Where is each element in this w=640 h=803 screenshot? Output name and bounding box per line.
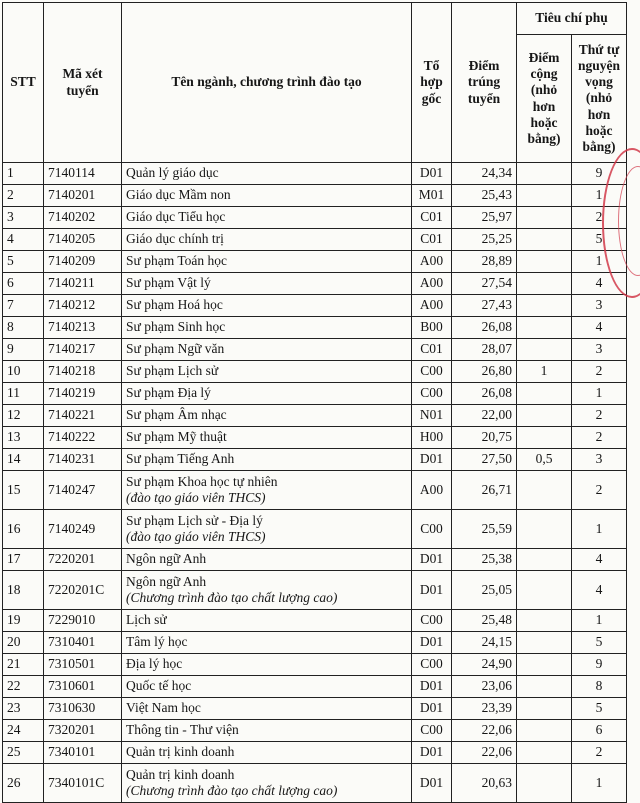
program-name: Thông tin - Thư viện <box>126 722 239 738</box>
ten-nganh-cell <box>122 610 412 632</box>
ma-xet-tuyen-cell: 7140221 <box>44 405 122 427</box>
stt-cell: 12 <box>3 405 44 427</box>
header-diem-trung-tuyen: Điểm trúng tuyển <box>452 3 517 163</box>
thu-tu-nguyen-vong-cell: 2 <box>572 471 627 510</box>
diem-trung-tuyen-cell: 23,39 <box>452 698 517 720</box>
program-name: Sư phạm Lịch sử - Địa lý <box>126 512 263 528</box>
program-name: Quản trị kinh doanh <box>126 744 235 760</box>
thu-tu-nguyen-vong-cell: 8 <box>572 676 627 698</box>
to-hop-cell: D01 <box>412 742 452 764</box>
ten-nganh-cell <box>122 295 412 317</box>
diem-trung-tuyen-cell: 27,50 <box>452 449 517 471</box>
ten-nganh-cell <box>122 676 412 698</box>
table-row <box>3 273 627 295</box>
thu-tu-nguyen-vong-cell: 3 <box>572 339 627 361</box>
thu-tu-nguyen-vong-cell: 2 <box>572 207 627 229</box>
diem-trung-tuyen-cell: 26,08 <box>452 317 517 339</box>
program-name: Quản lý giáo dục <box>126 165 219 181</box>
thu-tu-nguyen-vong-cell: 4 <box>572 317 627 339</box>
table-row <box>3 632 627 654</box>
table-row <box>3 339 627 361</box>
to-hop-cell: A00 <box>412 295 452 317</box>
diem-trung-tuyen-cell: 25,38 <box>452 549 517 571</box>
table-row <box>3 185 627 207</box>
table-row <box>3 361 627 383</box>
program-name: Tâm lý học <box>126 634 188 650</box>
to-hop-cell: D01 <box>412 163 452 185</box>
ma-xet-tuyen-cell: 7140222 <box>44 427 122 449</box>
thu-tu-nguyen-vong-cell: 2 <box>572 405 627 427</box>
ma-xet-tuyen-cell: 7220201 <box>44 549 122 571</box>
diem-trung-tuyen-cell: 28,07 <box>452 339 517 361</box>
stt-cell: 21 <box>3 654 44 676</box>
thu-tu-nguyen-vong-cell: 4 <box>572 273 627 295</box>
ten-nganh-cell <box>122 471 412 510</box>
to-hop-cell: D01 <box>412 549 452 571</box>
thu-tu-nguyen-vong-cell: 3 <box>572 449 627 471</box>
ten-nganh-cell <box>122 207 412 229</box>
program-name: Ngôn ngữ Anh <box>126 551 207 567</box>
diem-trung-tuyen-cell: 22,06 <box>452 742 517 764</box>
to-hop-cell: A00 <box>412 251 452 273</box>
to-hop-cell: D01 <box>412 698 452 720</box>
stt-cell: 24 <box>3 720 44 742</box>
diem-cong-cell <box>517 676 572 698</box>
program-name: Lịch sử <box>126 612 167 628</box>
ten-nganh-cell <box>122 654 412 676</box>
diem-cong-cell <box>517 273 572 295</box>
diem-cong-cell: 1 <box>517 361 572 383</box>
ma-xet-tuyen-cell: 7140201 <box>44 185 122 207</box>
stt-cell: 17 <box>3 549 44 571</box>
to-hop-cell: D01 <box>412 764 452 803</box>
table-row <box>3 742 627 764</box>
ten-nganh-cell <box>122 449 412 471</box>
ma-xet-tuyen-cell: 7140205 <box>44 229 122 251</box>
to-hop-cell: C00 <box>412 361 452 383</box>
ma-xet-tuyen-cell: 7340101 <box>44 742 122 764</box>
diem-cong-cell <box>517 764 572 803</box>
diem-trung-tuyen-cell: 25,43 <box>452 185 517 207</box>
ten-nganh-cell <box>122 571 412 610</box>
ma-xet-tuyen-cell: 7140114 <box>44 163 122 185</box>
diem-cong-cell <box>517 654 572 676</box>
ma-xet-tuyen-cell: 7140217 <box>44 339 122 361</box>
admission-score-table <box>2 2 627 803</box>
diem-cong-cell: 0,5 <box>517 449 572 471</box>
stt-cell: 26 <box>3 764 44 803</box>
diem-cong-cell <box>517 339 572 361</box>
thu-tu-nguyen-vong-cell: 1 <box>572 185 627 207</box>
ten-nganh-cell <box>122 229 412 251</box>
diem-cong-cell <box>517 207 572 229</box>
stt-cell: 19 <box>3 610 44 632</box>
ma-xet-tuyen-cell: 7310501 <box>44 654 122 676</box>
table-row <box>3 317 627 339</box>
to-hop-cell: C01 <box>412 339 452 361</box>
ma-xet-tuyen-cell: 7140213 <box>44 317 122 339</box>
ten-nganh-cell <box>122 339 412 361</box>
to-hop-cell: C00 <box>412 610 452 632</box>
program-name: Giáo dục Tiểu học <box>126 209 226 225</box>
diem-cong-cell <box>517 383 572 405</box>
thu-tu-nguyen-vong-cell: 2 <box>572 361 627 383</box>
program-name: Sư phạm Địa lý <box>126 385 211 401</box>
to-hop-cell: C01 <box>412 207 452 229</box>
thu-tu-nguyen-vong-cell: 1 <box>572 610 627 632</box>
thu-tu-nguyen-vong-cell: 5 <box>572 632 627 654</box>
ma-xet-tuyen-cell: 7140218 <box>44 361 122 383</box>
to-hop-cell: N01 <box>412 405 452 427</box>
table-body <box>3 163 627 803</box>
to-hop-cell: C00 <box>412 720 452 742</box>
ten-nganh-cell <box>122 720 412 742</box>
program-name: Sư phạm Vật lý <box>126 275 211 291</box>
thu-tu-nguyen-vong-cell: 9 <box>572 163 627 185</box>
table-row <box>3 471 627 510</box>
diem-cong-cell <box>517 405 572 427</box>
table-row <box>3 383 627 405</box>
diem-trung-tuyen-cell: 26,71 <box>452 471 517 510</box>
diem-trung-tuyen-cell: 24,34 <box>452 163 517 185</box>
stt-cell: 10 <box>3 361 44 383</box>
program-name: Giáo dục chính trị <box>126 231 224 247</box>
thu-tu-nguyen-vong-cell: 6 <box>572 720 627 742</box>
to-hop-cell: B00 <box>412 317 452 339</box>
diem-cong-cell <box>517 742 572 764</box>
to-hop-cell: D01 <box>412 676 452 698</box>
ma-xet-tuyen-cell: 7310601 <box>44 676 122 698</box>
diem-trung-tuyen-cell: 20,63 <box>452 764 517 803</box>
table-row <box>3 295 627 317</box>
program-name: Ngôn ngữ Anh <box>126 573 207 589</box>
to-hop-cell: H00 <box>412 427 452 449</box>
program-name: Việt Nam học <box>126 700 201 716</box>
table-row <box>3 207 627 229</box>
diem-trung-tuyen-cell: 25,25 <box>452 229 517 251</box>
program-name: Địa lý học <box>126 656 183 672</box>
ten-nganh-cell <box>122 549 412 571</box>
to-hop-cell: A00 <box>412 273 452 295</box>
thu-tu-nguyen-vong-cell: 5 <box>572 698 627 720</box>
diem-trung-tuyen-cell: 25,97 <box>452 207 517 229</box>
stt-cell: 13 <box>3 427 44 449</box>
diem-trung-tuyen-cell: 24,15 <box>452 632 517 654</box>
to-hop-cell: A00 <box>412 471 452 510</box>
thu-tu-nguyen-vong-cell: 1 <box>572 251 627 273</box>
table-row <box>3 698 627 720</box>
diem-trung-tuyen-cell: 27,43 <box>452 295 517 317</box>
diem-trung-tuyen-cell: 23,06 <box>452 676 517 698</box>
program-note: (đào tạo giáo viên THCS) <box>126 490 266 505</box>
thu-tu-nguyen-vong-cell: 2 <box>572 427 627 449</box>
diem-trung-tuyen-cell: 27,54 <box>452 273 517 295</box>
ten-nganh-cell <box>122 510 412 549</box>
diem-trung-tuyen-cell: 26,08 <box>452 383 517 405</box>
to-hop-cell: D01 <box>412 632 452 654</box>
diem-cong-cell <box>517 510 572 549</box>
diem-trung-tuyen-cell: 26,80 <box>452 361 517 383</box>
stt-cell: 20 <box>3 632 44 654</box>
header-thu-tu-nguyen-vong: Thứ tự nguyện vọng (nhỏ hơn hoặc bằng) <box>572 35 627 163</box>
diem-trung-tuyen-cell: 20,75 <box>452 427 517 449</box>
program-name: Quản trị kinh doanh <box>126 766 235 782</box>
thu-tu-nguyen-vong-cell: 9 <box>572 654 627 676</box>
diem-trung-tuyen-cell: 25,59 <box>452 510 517 549</box>
program-name: Sư phạm Lịch sử <box>126 363 219 379</box>
ten-nganh-cell <box>122 742 412 764</box>
stt-cell: 11 <box>3 383 44 405</box>
table-row <box>3 720 627 742</box>
stt-cell: 9 <box>3 339 44 361</box>
ma-xet-tuyen-cell: 7140211 <box>44 273 122 295</box>
program-name: Sư phạm Hoá học <box>126 297 223 313</box>
program-name: Sư phạm Mỹ thuật <box>126 429 227 445</box>
diem-trung-tuyen-cell: 25,48 <box>452 610 517 632</box>
diem-trung-tuyen-cell: 22,00 <box>452 405 517 427</box>
ma-xet-tuyen-cell: 7340101C <box>44 764 122 803</box>
thu-tu-nguyen-vong-cell: 5 <box>572 229 627 251</box>
stt-cell: 18 <box>3 571 44 610</box>
header-ma-xet-tuyen: Mã xét tuyển <box>44 3 122 163</box>
table-row <box>3 251 627 273</box>
to-hop-cell: C00 <box>412 383 452 405</box>
stt-cell: 3 <box>3 207 44 229</box>
diem-cong-cell <box>517 229 572 251</box>
program-name: Sư phạm Toán học <box>126 253 227 269</box>
ma-xet-tuyen-cell: 7220201C <box>44 571 122 610</box>
diem-cong-cell <box>517 720 572 742</box>
header-ten-nganh: Tên ngành, chương trình đào tạo <box>122 3 412 163</box>
table-row <box>3 571 627 610</box>
diem-trung-tuyen-cell: 25,05 <box>452 571 517 610</box>
thu-tu-nguyen-vong-cell: 1 <box>572 383 627 405</box>
diem-cong-cell <box>517 163 572 185</box>
ten-nganh-cell <box>122 632 412 654</box>
diem-cong-cell <box>517 295 572 317</box>
stt-cell: 7 <box>3 295 44 317</box>
thu-tu-nguyen-vong-cell: 4 <box>572 571 627 610</box>
ten-nganh-cell <box>122 163 412 185</box>
diem-cong-cell <box>517 549 572 571</box>
diem-cong-cell <box>517 317 572 339</box>
stt-cell: 4 <box>3 229 44 251</box>
diem-trung-tuyen-cell: 24,90 <box>452 654 517 676</box>
stt-cell: 1 <box>3 163 44 185</box>
table-row <box>3 676 627 698</box>
program-name: Sư phạm Sinh học <box>126 319 226 335</box>
program-name: Sư phạm Ngữ văn <box>126 341 225 357</box>
thu-tu-nguyen-vong-cell: 2 <box>572 742 627 764</box>
table-row <box>3 549 627 571</box>
thu-tu-nguyen-vong-cell: 1 <box>572 510 627 549</box>
ten-nganh-cell <box>122 764 412 803</box>
to-hop-cell: C01 <box>412 229 452 251</box>
table-row <box>3 610 627 632</box>
diem-trung-tuyen-cell: 22,06 <box>452 720 517 742</box>
ten-nganh-cell <box>122 251 412 273</box>
stt-cell: 2 <box>3 185 44 207</box>
stt-cell: 8 <box>3 317 44 339</box>
table-row <box>3 229 627 251</box>
table-row <box>3 510 627 549</box>
diem-cong-cell <box>517 185 572 207</box>
program-name: Quốc tế học <box>126 678 192 694</box>
table-row <box>3 654 627 676</box>
table-row <box>3 449 627 471</box>
ma-xet-tuyen-cell: 7140231 <box>44 449 122 471</box>
diem-cong-cell <box>517 698 572 720</box>
program-name: Sư phạm Khoa học tự nhiên <box>126 473 278 489</box>
ma-xet-tuyen-cell: 7310401 <box>44 632 122 654</box>
ten-nganh-cell <box>122 698 412 720</box>
ma-xet-tuyen-cell: 7229010 <box>44 610 122 632</box>
stt-cell: 23 <box>3 698 44 720</box>
table-row <box>3 764 627 803</box>
stt-cell: 5 <box>3 251 44 273</box>
ma-xet-tuyen-cell: 7140209 <box>44 251 122 273</box>
to-hop-cell: D01 <box>412 571 452 610</box>
ma-xet-tuyen-cell: 7310630 <box>44 698 122 720</box>
program-note: (đào tạo giáo viên THCS) <box>126 529 266 544</box>
ma-xet-tuyen-cell: 7140247 <box>44 471 122 510</box>
diem-cong-cell <box>517 471 572 510</box>
diem-cong-cell <box>517 610 572 632</box>
ma-xet-tuyen-cell: 7140212 <box>44 295 122 317</box>
ma-xet-tuyen-cell: 7320201 <box>44 720 122 742</box>
thu-tu-nguyen-vong-cell: 4 <box>572 549 627 571</box>
ma-xet-tuyen-cell: 7140219 <box>44 383 122 405</box>
stt-cell: 15 <box>3 471 44 510</box>
table-row <box>3 163 627 185</box>
ten-nganh-cell <box>122 273 412 295</box>
ten-nganh-cell <box>122 383 412 405</box>
to-hop-cell: D01 <box>412 449 452 471</box>
header-diem-cong: Điểm cộng (nhỏ hơn hoặc bằng) <box>517 35 572 163</box>
to-hop-cell: C00 <box>412 654 452 676</box>
program-note: (Chương trình đào tạo chất lượng cao) <box>126 590 338 605</box>
header-tieu-chi-phu: Tiêu chí phụ <box>517 3 627 35</box>
stt-cell: 16 <box>3 510 44 549</box>
diem-cong-cell <box>517 427 572 449</box>
to-hop-cell: C00 <box>412 510 452 549</box>
thu-tu-nguyen-vong-cell: 1 <box>572 764 627 803</box>
ten-nganh-cell <box>122 427 412 449</box>
ten-nganh-cell <box>122 405 412 427</box>
ten-nganh-cell <box>122 361 412 383</box>
program-name: Sư phạm Tiếng Anh <box>126 451 235 467</box>
program-note: (Chương trình đào tạo chất lượng cao) <box>126 783 338 798</box>
to-hop-cell: M01 <box>412 185 452 207</box>
thu-tu-nguyen-vong-cell: 3 <box>572 295 627 317</box>
stt-cell: 14 <box>3 449 44 471</box>
stt-cell: 22 <box>3 676 44 698</box>
diem-cong-cell <box>517 571 572 610</box>
diem-cong-cell <box>517 251 572 273</box>
table-row <box>3 427 627 449</box>
ten-nganh-cell <box>122 317 412 339</box>
diem-trung-tuyen-cell: 28,89 <box>452 251 517 273</box>
program-name: Sư phạm Âm nhạc <box>126 407 227 423</box>
header-to-hop: Tổ hợp gốc <box>412 3 452 163</box>
program-name: Giáo dục Mầm non <box>126 187 231 203</box>
header-stt: STT <box>3 3 44 163</box>
table-row <box>3 405 627 427</box>
stt-cell: 6 <box>3 273 44 295</box>
ma-xet-tuyen-cell: 7140202 <box>44 207 122 229</box>
diem-cong-cell <box>517 632 572 654</box>
stt-cell: 25 <box>3 742 44 764</box>
ten-nganh-cell <box>122 185 412 207</box>
ma-xet-tuyen-cell: 7140249 <box>44 510 122 549</box>
